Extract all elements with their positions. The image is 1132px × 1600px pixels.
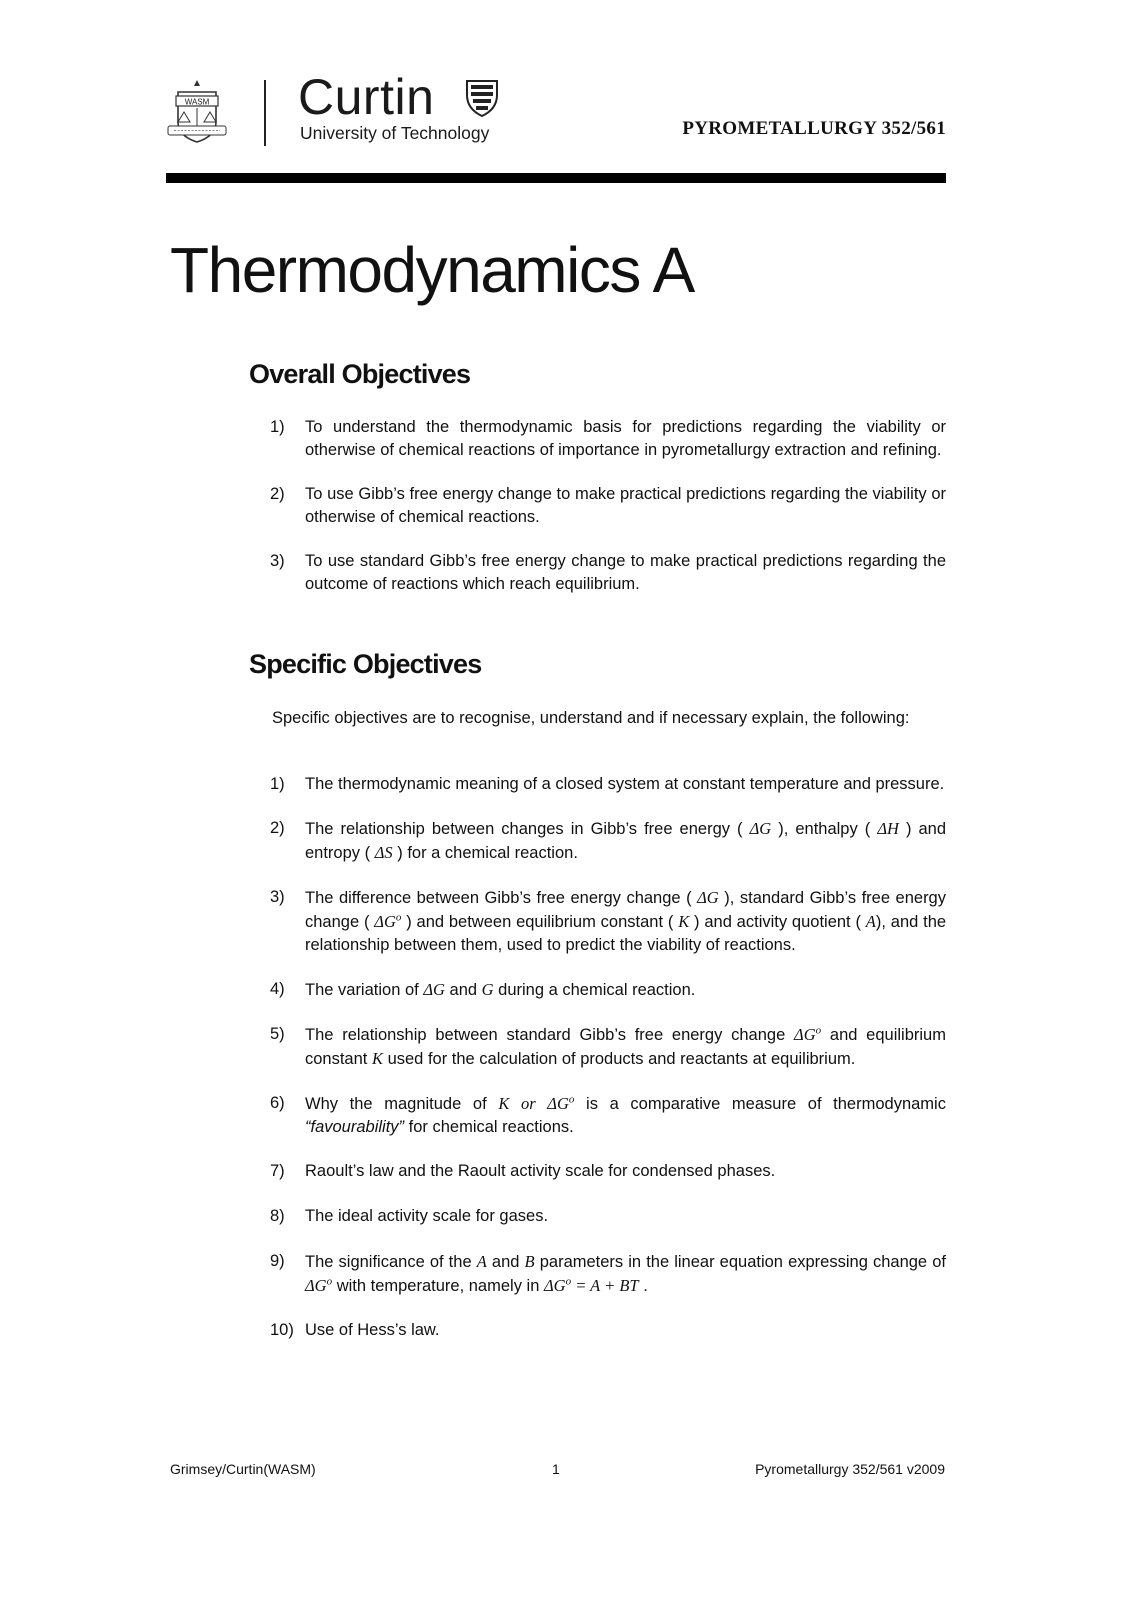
symbol-base: ΔG — [305, 1276, 327, 1295]
item-number: 2) — [270, 485, 285, 503]
item-text: ), and the relationship between them, used to predict the viability of reactions. — [305, 913, 947, 954]
list-item — [270, 817, 946, 865]
item-text: and — [491, 1253, 520, 1271]
list-item — [270, 550, 946, 596]
item-text: during a chemical reaction. — [498, 981, 696, 999]
list-item — [270, 1319, 946, 1342]
delta-g-symbol: ΔG — [423, 980, 445, 999]
item-text: is a comparative measure of thermodynamic — [586, 1095, 946, 1113]
favourability-term: “favourability” — [305, 1118, 405, 1136]
item-text: parameters in the linear equation expressing change of — [539, 1253, 946, 1271]
list-item — [270, 1092, 946, 1139]
footer-right: Pyrometallurgy 352/561 v2009 — [755, 1461, 945, 1477]
item-text: for chemical reactions. — [408, 1118, 574, 1136]
item-number: 2) — [270, 819, 285, 837]
item-text: The significance of the — [305, 1253, 472, 1271]
item-number: 5) — [270, 1025, 285, 1043]
item-text: and — [449, 981, 478, 999]
item-number: 7) — [270, 1162, 285, 1180]
item-text: Why the magnitude of — [305, 1095, 487, 1113]
delta-g-standard-symbol — [794, 1025, 821, 1044]
standard-superscript: o — [568, 1093, 575, 1106]
item-number: 3) — [270, 888, 285, 906]
item-number: 1) — [270, 418, 285, 436]
item-text: ) and between equilibrium constant ( — [406, 913, 674, 931]
equation-rhs: = A + BT — [575, 1276, 639, 1295]
item-text: The difference between Gibb’s free energy change ( — [305, 889, 692, 907]
standard-superscript: o — [395, 911, 402, 924]
list-item — [270, 773, 946, 796]
university-name: University of Technology — [300, 123, 490, 143]
linear-equation — [544, 1276, 639, 1295]
curtin-name: Curtin — [298, 69, 435, 125]
b-symbol: B — [524, 1252, 535, 1271]
list-item — [270, 1205, 946, 1228]
page-number: 1 — [552, 1461, 560, 1477]
item-text: To use standard Gibb’s free energy change to make practical predictions regarding the outcome of reactions which reach equilibrium. — [305, 552, 946, 593]
course-title: PYROMETALLURGY 352/561 — [682, 118, 946, 139]
list-item — [270, 978, 946, 1002]
item-number: 8) — [270, 1207, 285, 1225]
delta-s-symbol: ΔS — [374, 843, 393, 862]
specific-intro: Specific objectives are to recognise, understand and if necessary explain, the following: — [272, 709, 910, 727]
item-text: used for the calculation of products and reactants at equilibrium. — [387, 1050, 856, 1068]
g-symbol: G — [481, 980, 494, 999]
delta-h-symbol: ΔH — [877, 819, 899, 838]
item-text: Use of Hess’s law. — [305, 1321, 440, 1339]
item-text: ) and entropy ( — [305, 820, 947, 862]
item-text: and equilibrium constant — [305, 1026, 946, 1068]
item-text: The ideal activity scale for gases. — [305, 1207, 549, 1225]
curtin-wordmark — [298, 70, 508, 150]
standard-superscript: o — [815, 1024, 822, 1037]
item-text: The thermodynamic meaning of a closed system at constant temperature and pressure. — [305, 775, 945, 793]
delta-g-standard-symbol — [374, 912, 401, 931]
item-text: The variation of — [305, 981, 419, 999]
item-number: 9) — [270, 1252, 285, 1270]
standard-superscript: o — [326, 1275, 333, 1288]
delta-g-standard-symbol — [547, 1094, 574, 1113]
overall-objectives-list — [270, 416, 946, 616]
specific-objectives-heading: Specific Objectives — [249, 649, 482, 679]
list-item — [270, 886, 946, 957]
item-text: The relationship between changes in Gibb’s free energy ( — [305, 820, 743, 838]
wasm-seal-logo — [166, 78, 228, 144]
item-number: 1) — [270, 775, 285, 793]
list-item — [270, 1023, 946, 1071]
symbol-base: ΔG — [374, 912, 396, 931]
delta-g-symbol: ΔG — [697, 888, 719, 907]
item-number: 6) — [270, 1094, 285, 1112]
item-text: The relationship between standard Gibb’s free energy change — [305, 1026, 786, 1044]
document-title: Thermodynamics A — [170, 234, 694, 306]
list-item — [270, 483, 946, 529]
a-symbol: A — [476, 1252, 487, 1271]
logo-divider — [264, 80, 266, 146]
item-text: ), enthalpy ( — [778, 820, 871, 838]
item-text: . — [643, 1277, 648, 1295]
delta-g-standard-symbol — [305, 1276, 332, 1295]
k-symbol: K — [371, 1049, 383, 1068]
list-item — [270, 416, 946, 462]
k-symbol: K — [678, 912, 690, 931]
page-header — [166, 69, 946, 152]
or-word: or — [520, 1094, 536, 1113]
item-text: Raoult’s law and the Raoult activity scale for condensed phases. — [305, 1162, 776, 1180]
standard-superscript: o — [565, 1275, 572, 1288]
list-item — [270, 1160, 946, 1183]
item-text: To understand the thermodynamic basis for predictions regarding the viability or otherwise of chemical reactions of importance in pyrometallurgy extraction and refining. — [305, 418, 946, 459]
header-rule — [166, 173, 946, 183]
symbol-base: ΔG — [794, 1025, 816, 1044]
a-symbol: A — [865, 912, 876, 931]
symbol-base: ΔG — [547, 1094, 569, 1113]
svg-text:WASM: WASM — [184, 97, 210, 107]
item-text: ), standard Gibb’s free energy change ( — [305, 889, 946, 931]
symbol-base: ΔG — [543, 1276, 566, 1295]
item-text: ) for a chemical reaction. — [397, 844, 578, 862]
curtin-shield-icon — [464, 78, 500, 118]
k-symbol: K — [498, 1094, 510, 1113]
delta-g-symbol: ΔG — [749, 819, 772, 838]
item-text: ) and activity quotient ( — [694, 913, 861, 931]
item-number: 4) — [270, 980, 285, 998]
specific-objectives-list — [270, 773, 946, 1362]
item-text: To use Gibb’s free energy change to make practical predictions regarding the viability or otherwise of chemical reactions. — [305, 485, 946, 526]
list-item — [270, 1250, 946, 1298]
overall-objectives-heading: Overall Objectives — [249, 359, 471, 389]
item-number: 10) — [270, 1321, 294, 1339]
item-number: 3) — [270, 552, 285, 570]
item-text: with temperature, namely in — [336, 1277, 540, 1295]
footer-left: Grimsey/Curtin(WASM) — [170, 1461, 316, 1477]
